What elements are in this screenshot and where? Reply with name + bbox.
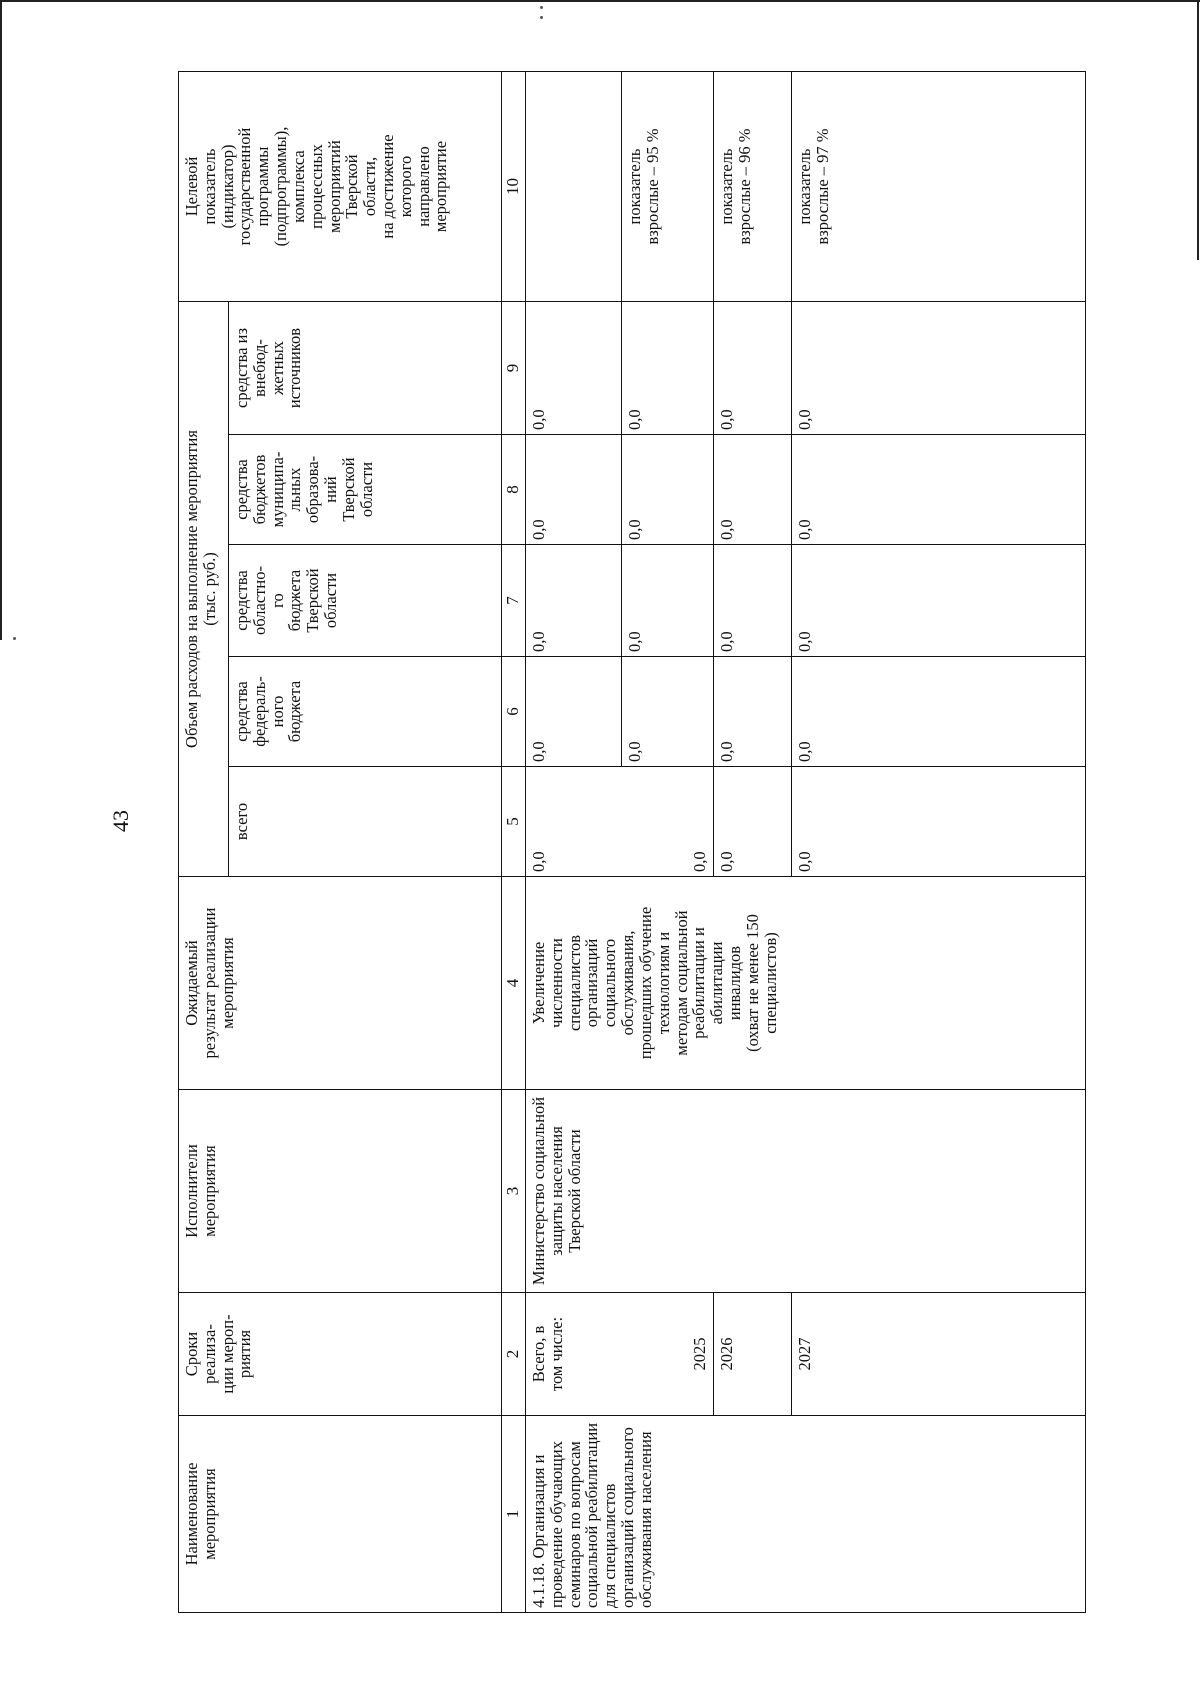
column-number: 5 — [502, 767, 526, 877]
header-total: всего — [229, 767, 502, 877]
event-name: 4.1.18. Организация и проведение обучающих семинаров по вопросам социальной реабилитации для специалистов организаций социального обслуживания населения — [526, 1416, 1086, 1613]
regional-cell: 0,0 — [526, 545, 622, 657]
indicator-cell: показатель взрослые – 96 % — [714, 72, 792, 302]
events-table — [178, 71, 1086, 1613]
event-result: Увеличение численности специалистов организаций социального обслуживания, прошедших обучение технологиям и методам социальной реабилитации и абилитации инвалидов (охват не менее 150 специалистов) — [526, 877, 1086, 1090]
header-indicator: Целевой показатель (индикатор) государственной программы (подпрограммы), комплекса процессных мероприятий Тверской области, на достижение которого направлено мероприятие — [179, 72, 502, 302]
header-name: Наименование мероприятия — [179, 1416, 502, 1613]
event-executor: Министерство социальной защиты населения Тверской области — [526, 1090, 1086, 1293]
extrabudget-cell: 0,0 — [714, 302, 792, 435]
header-result: Ожидаемый результат реализации мероприятия — [179, 877, 502, 1090]
column-number: 1 — [502, 1416, 526, 1613]
column-number: 8 — [502, 435, 526, 545]
scan-speck — [13, 637, 16, 640]
federal-cell: 0,0 — [622, 657, 714, 767]
column-number: 6 — [502, 657, 526, 767]
period-cell — [526, 1293, 622, 1416]
header-executor: Исполнители мероприятия — [179, 1090, 502, 1293]
scan-speck — [540, 6, 543, 9]
scan-edge-top — [0, 0, 1200, 2]
extrabudget-cell: 0,0 — [622, 302, 714, 435]
total-cell: 0,0 — [622, 767, 714, 877]
column-number: 2 — [502, 1293, 526, 1416]
period-cell: 2027 — [792, 1293, 1086, 1416]
regional-cell: 0,0 — [622, 545, 714, 657]
extrabudget-cell: 0,0 — [792, 302, 1086, 435]
header-expenses-group: Объем расходов на выполнение мероприятия (тыс. руб.) — [179, 302, 229, 877]
scan-speck — [540, 16, 543, 19]
header-period: Сроки реализа- ции мероп- риятия — [179, 1293, 502, 1416]
municipal-cell: 0,0 — [714, 435, 792, 545]
indicator-cell — [526, 72, 622, 302]
total-cell: 0,0 — [714, 767, 792, 877]
column-number: 4 — [502, 877, 526, 1090]
scan-edge-left — [0, 0, 2, 640]
extrabudget-cell: 0,0 — [526, 302, 622, 435]
indicator-cell: показатель взрослые – 95 % — [622, 72, 714, 302]
federal-cell: 0,0 — [526, 657, 622, 767]
column-number: 9 — [502, 302, 526, 435]
page-number: 43 — [108, 810, 133, 832]
municipal-cell: 0,0 — [792, 435, 1086, 545]
header-extrabudget: средства из внебюд- жетных источников — [229, 302, 502, 435]
rotated-table-wrapper — [178, 72, 1085, 1613]
column-number: 10 — [502, 72, 526, 302]
period-cell: 2025 — [622, 1293, 714, 1416]
municipal-cell: 0,0 — [622, 435, 714, 545]
header-federal: средства федераль- ного бюджета — [229, 657, 502, 767]
regional-cell: 0,0 — [792, 545, 1086, 657]
indicator-cell: показатель взрослые – 97 % — [792, 72, 1086, 302]
header-regional: средства областно- го бюджета Тверской области — [229, 545, 502, 657]
federal-cell: 0,0 — [792, 657, 1086, 767]
federal-cell: 0,0 — [714, 657, 792, 767]
total-cell: 0,0 — [526, 767, 622, 877]
column-number: 3 — [502, 1090, 526, 1293]
total-cell: 0,0 — [792, 767, 1086, 877]
column-number: 7 — [502, 545, 526, 657]
period-label: Всего, в том числе: — [529, 1316, 566, 1392]
period-cell: 2026 — [714, 1293, 792, 1416]
municipal-cell: 0,0 — [526, 435, 622, 545]
header-municipal: средства бюджетов муниципа- льных образова- ний Тверской области — [229, 435, 502, 545]
regional-cell: 0,0 — [714, 545, 792, 657]
scan-edge-right — [1197, 0, 1199, 260]
